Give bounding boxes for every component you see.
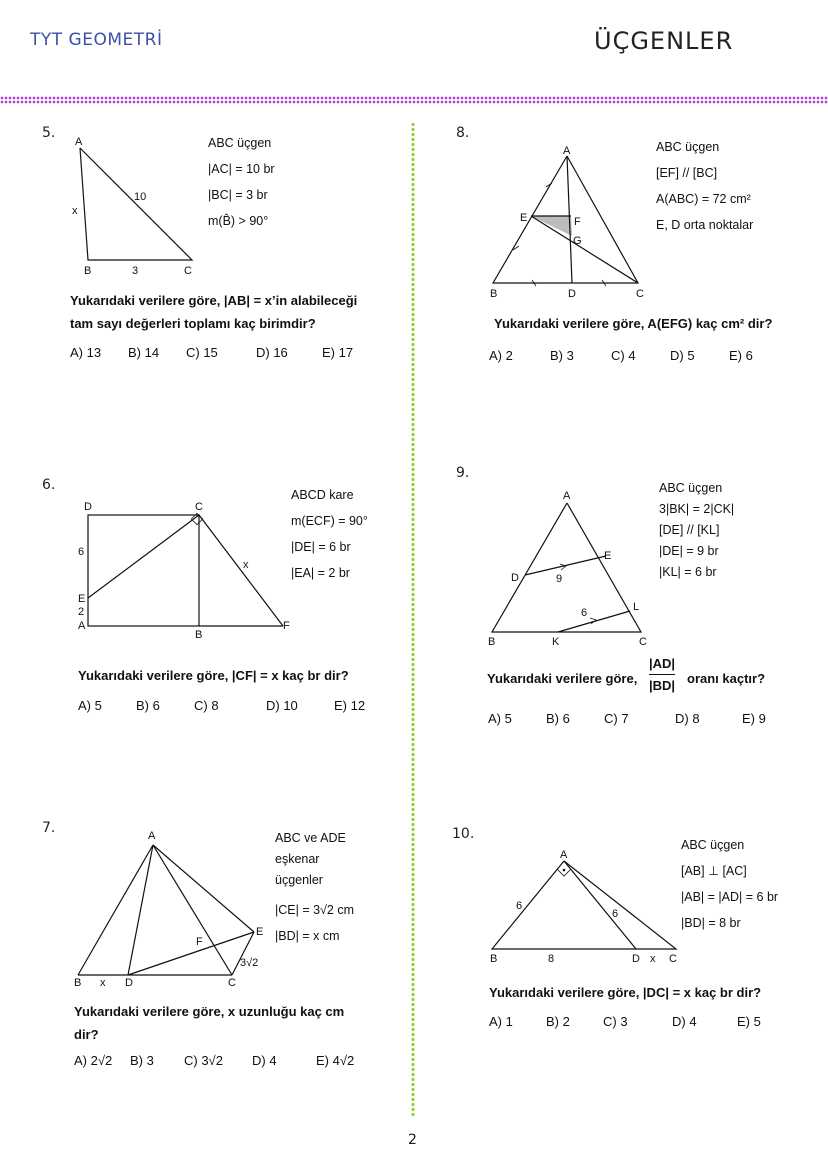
q10-label-ab: 6 [516, 900, 523, 912]
q6-given-3: |DE| = 6 br [291, 540, 351, 554]
q7-given-3: üçgenler [275, 873, 323, 887]
q9-label-c: C [639, 636, 647, 648]
q5-given [208, 130, 275, 234]
q7-given-4: |CE| = 3√2 cm [275, 903, 355, 917]
q6-figure [70, 495, 300, 645]
q5-label-b: B [84, 265, 92, 277]
q6-label-f: F [283, 620, 290, 632]
q9-option-d[interactable]: D) 8 [675, 711, 700, 726]
header-dotted-divider [0, 96, 828, 104]
q8-number: 8. [456, 125, 470, 141]
q9-given-4: |DE| = 9 br [659, 544, 719, 558]
q9-ratio-numerator: |AD| [649, 654, 675, 675]
q10-label-a: A [560, 849, 568, 861]
q6-option-b[interactable]: B) 6 [136, 698, 160, 713]
q10-label-d: D [632, 953, 640, 965]
q6-label-e: E [78, 593, 86, 605]
q10-figure [484, 845, 684, 970]
q9-label-d: D [511, 572, 519, 584]
q8-given-4: E, D orta noktalar [656, 218, 754, 232]
q10-option-c[interactable]: C) 3 [603, 1014, 628, 1029]
q9-option-c[interactable]: C) 7 [604, 711, 629, 726]
q9-given-3: [DE] // [KL] [659, 523, 720, 537]
q7-options [74, 1053, 394, 1071]
q10-label-c: C [669, 953, 677, 965]
q7-option-d[interactable]: D) 4 [252, 1053, 277, 1068]
q6-question: Yukarıdaki verilere göre, |CF| = x kaç br dir? [78, 668, 349, 683]
q5-option-a[interactable]: A) 13 [70, 345, 102, 360]
header-subject: TYT GEOMETRİ [30, 30, 163, 50]
q8-label-e: E [520, 212, 528, 224]
q9-given [659, 478, 734, 583]
q5-option-e[interactable]: E) 17 [322, 345, 354, 360]
q10-given-4: |BD| = 8 br [681, 916, 741, 930]
q7-label-c: C [228, 977, 236, 989]
q10-given [681, 832, 778, 936]
q8-label-c: C [636, 288, 644, 300]
q5-given-4: m(B̂) > 90° [208, 214, 269, 228]
q8-option-c[interactable]: C) 4 [611, 348, 636, 363]
q9-option-e[interactable]: E) 9 [742, 711, 766, 726]
page-number: 2 [408, 1132, 417, 1148]
q10-label-x: x [650, 953, 656, 965]
q10-label-ad: 6 [612, 908, 619, 920]
q7-label-d: D [125, 977, 133, 989]
q9-option-b[interactable]: B) 6 [546, 711, 570, 726]
q5-option-c[interactable]: C) 15 [186, 345, 218, 360]
q6-label-b: B [195, 629, 203, 641]
q6-label-c: C [195, 501, 203, 513]
q9-label-6: 6 [581, 607, 588, 619]
q7-option-c[interactable]: C) 3√2 [184, 1053, 223, 1068]
q7-label-b: B [74, 977, 82, 989]
q9-given-5: |KL| = 6 br [659, 565, 717, 579]
q7-option-b[interactable]: B) 3 [130, 1053, 154, 1068]
q5-given-3: |BC| = 3 br [208, 188, 268, 202]
q9-given-1: ABC üçgen [659, 481, 723, 495]
q6-number: 6. [42, 477, 56, 493]
q9-label-l: L [633, 601, 640, 613]
q5-label-3: 3 [132, 265, 139, 277]
q8-options [489, 348, 809, 366]
q8-question: Yukarıdaki verilere göre, A(EFG) kaç cm² dir? [494, 316, 773, 331]
q5-number: 5. [42, 125, 56, 141]
q6-option-d[interactable]: D) 10 [266, 698, 298, 713]
q8-given-2: [EF] // [BC] [656, 166, 718, 180]
q8-label-f: F [574, 216, 581, 228]
q6-options [78, 698, 398, 716]
q7-label-x: x [100, 977, 106, 989]
q6-given-1: ABCD kare [291, 488, 354, 502]
q6-label-d: D [84, 501, 92, 513]
q7-given-1: ABC ve ADE [275, 831, 346, 845]
q10-given-1: ABC üçgen [681, 838, 745, 852]
q7-given [275, 828, 354, 952]
q10-option-b[interactable]: B) 2 [546, 1014, 570, 1029]
q8-option-e[interactable]: E) 6 [729, 348, 753, 363]
q9-label-e: E [604, 550, 612, 562]
q6-given-2: m(ECF) = 90° [291, 514, 368, 528]
q5-given-2: |AC| = 10 br [208, 162, 275, 176]
q5-options [70, 345, 400, 363]
q5-given-1: ABC üçgen [208, 136, 272, 150]
q8-label-a: A [563, 145, 571, 157]
q5-label-c: C [184, 265, 192, 277]
q7-label-a: A [148, 830, 156, 842]
q10-number: 10. [452, 826, 475, 842]
q5-label-10: 10 [134, 191, 147, 203]
q7-figure [70, 825, 270, 995]
q8-option-a[interactable]: A) 2 [489, 348, 513, 363]
q6-option-e[interactable]: E) 12 [334, 698, 366, 713]
q7-question: Yukarıdaki verilere göre, x uzunluğu kaç cm dir? [74, 1004, 345, 1042]
q6-label-a: A [78, 620, 86, 632]
q8-given-3: A(ABC) = 72 cm² [656, 192, 751, 206]
q7-number: 7. [42, 820, 56, 836]
q8-option-d[interactable]: D) 5 [670, 348, 695, 363]
q9-ratio-denominator: |BD| [649, 678, 676, 693]
q5-label-a: A [75, 136, 83, 148]
q8-option-b[interactable]: B) 3 [550, 348, 574, 363]
q9-label-a: A [563, 490, 571, 502]
q10-options [489, 1014, 809, 1032]
q5-figure [60, 130, 210, 280]
q7-label-e: E [256, 926, 264, 938]
q7-given-2: eşkenar [275, 852, 320, 866]
q6-given-4: |EA| = 2 br [291, 566, 350, 580]
q10-option-a[interactable]: A) 1 [489, 1014, 513, 1029]
q9-label-9: 9 [556, 573, 563, 585]
q6-option-a[interactable]: A) 5 [78, 698, 102, 713]
q8-given [656, 134, 753, 238]
q7-label-f: F [196, 936, 203, 948]
q5-label-x: x [72, 205, 78, 217]
q8-label-b: B [490, 288, 498, 300]
q5-question: Yukarıdaki verilere göre, |AB| = x’in alabileceği tam sayı değerleri toplamı kaç birimdir? [70, 293, 358, 331]
q10-option-d[interactable]: D) 4 [672, 1014, 697, 1029]
q5-option-d[interactable]: D) 16 [256, 345, 288, 360]
q7-option-a[interactable]: A) 2√2 [74, 1053, 113, 1068]
q10-option-e[interactable]: E) 5 [737, 1014, 761, 1029]
q10-given-2: [AB] ⊥ [AC] [681, 864, 747, 878]
q7-option-e[interactable]: E) 4√2 [316, 1053, 355, 1068]
q9-label-k: K [552, 636, 560, 648]
q7-given-5: |BD| = x cm [275, 929, 340, 943]
q6-given [291, 482, 368, 586]
q9-options [488, 711, 808, 729]
q9-number: 9. [456, 465, 470, 481]
q6-option-c[interactable]: C) 8 [194, 698, 219, 713]
q6-label-x: x [243, 559, 249, 571]
q9-given-2: 3|BK| = 2|CK| [659, 502, 735, 516]
q6-label-6: 6 [78, 546, 85, 558]
q8-label-g: G [573, 235, 582, 247]
q10-question: Yukarıdaki verilere göre, |DC| = x kaç br dir? [489, 985, 762, 1000]
q10-given-3: |AB| = |AD| = 6 br [681, 890, 779, 904]
q10-label-b: B [490, 953, 498, 965]
q8-figure [480, 140, 655, 305]
q7-label-ce: 3√2 [240, 957, 259, 969]
q6-label-2: 2 [78, 606, 85, 618]
column-divider [411, 122, 415, 1118]
q9-option-a[interactable]: A) 5 [488, 711, 512, 726]
q10-label-bd: 8 [548, 953, 555, 965]
q8-label-d: D [568, 288, 576, 300]
q9-figure [480, 485, 660, 655]
header-topic: ÜÇGENLER [594, 27, 734, 55]
q5-option-b[interactable]: B) 14 [128, 345, 160, 360]
q8-given-1: ABC üçgen [656, 140, 720, 154]
q9-label-b: B [488, 636, 496, 648]
